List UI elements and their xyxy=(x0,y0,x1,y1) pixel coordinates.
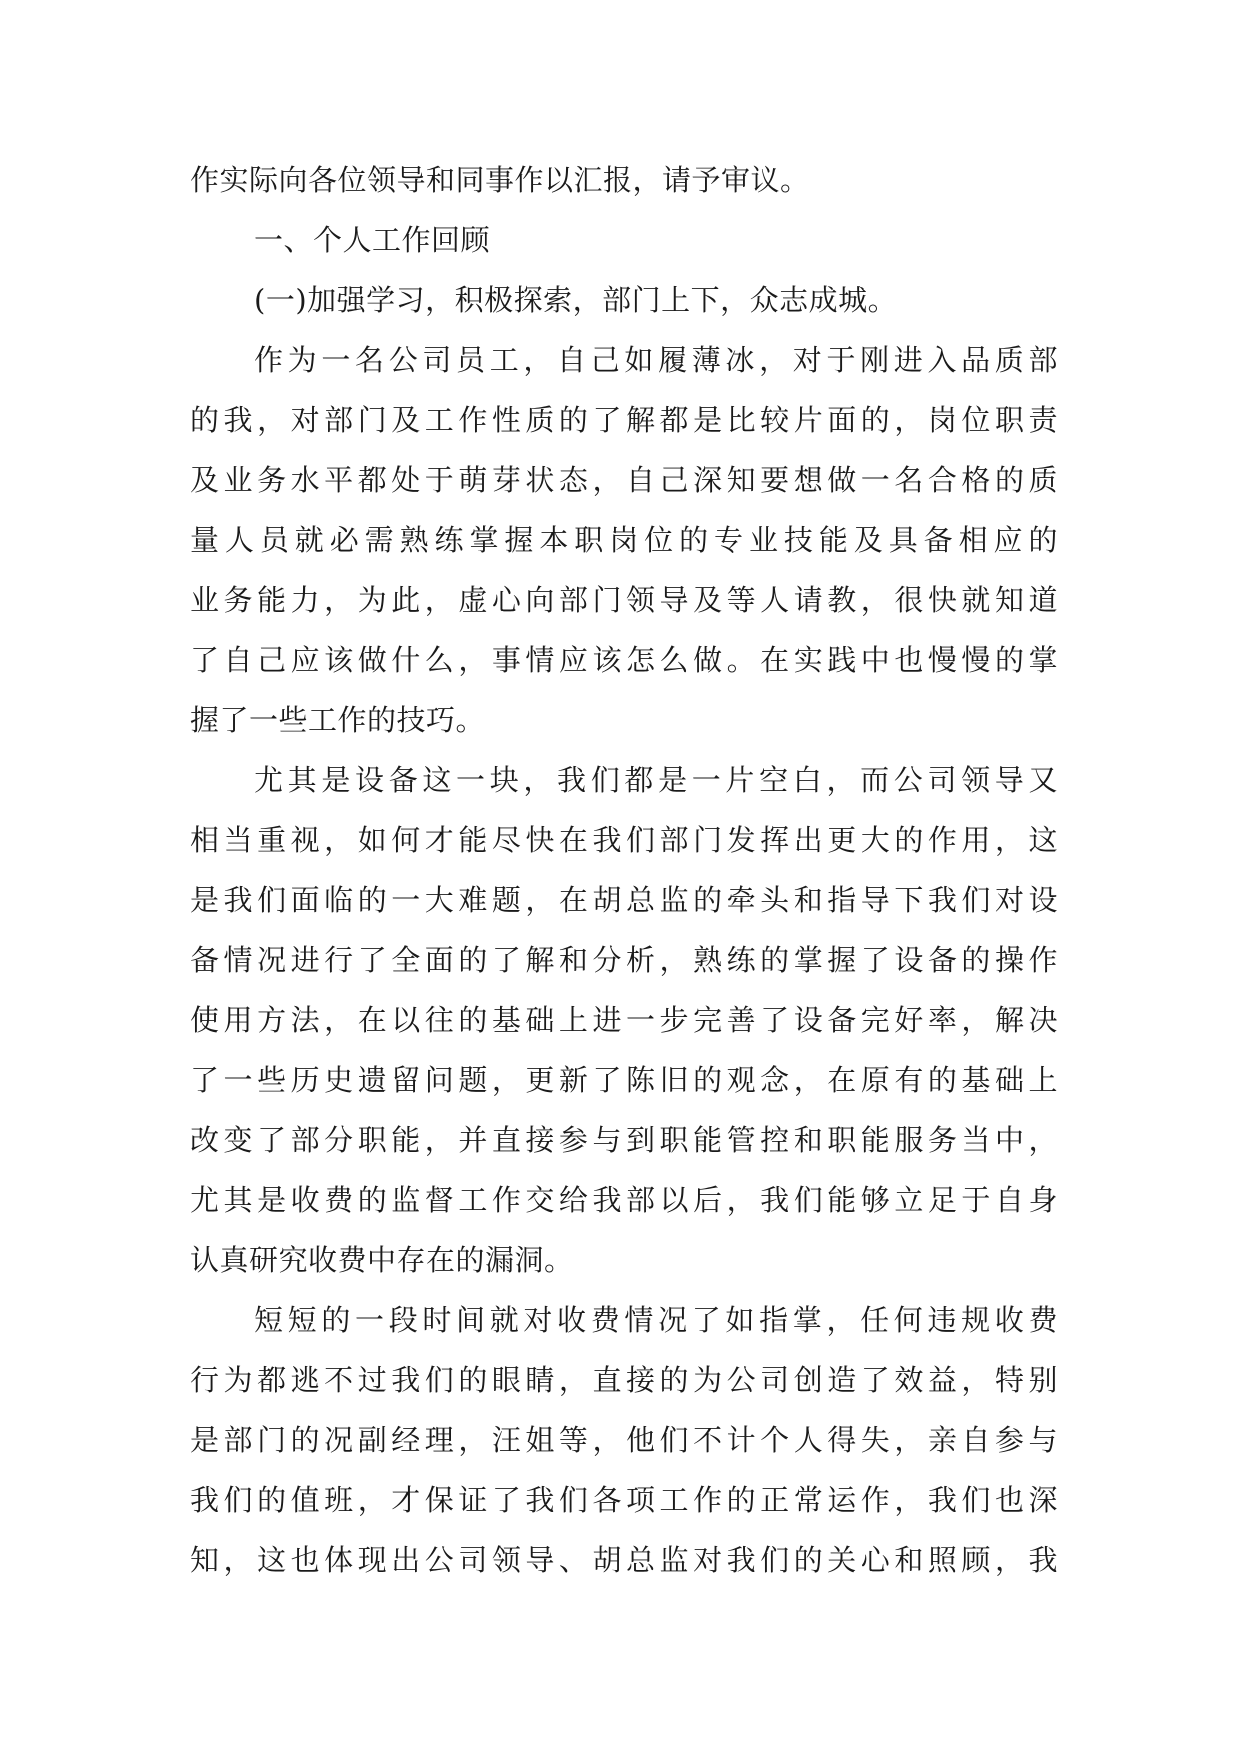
text-line: 尤其是收费的监督工作交给我部以后，我们能够立足于自身 xyxy=(190,1183,1058,1217)
text-line: 我们的值班，才保证了我们各项工作的正常运作，我们也深 xyxy=(190,1483,1058,1517)
text-line: 使用方法，在以往的基础上进一步完善了设备完好率，解决 xyxy=(190,1003,1058,1037)
text-line: 了一些历史遗留问题，更新了陈旧的观念，在原有的基础上 xyxy=(190,1063,1058,1097)
text-line: 作实际向各位领导和同事作以汇报，请予审议。 xyxy=(190,163,810,197)
text-line: 是我们面临的一大难题，在胡总监的牵头和指导下我们对设 xyxy=(190,883,1058,917)
text-line: 是部门的况副经理，汪姐等，他们不计个人得失，亲自参与 xyxy=(190,1423,1058,1457)
text-line: 量人员就必需熟练掌握本职岗位的专业技能及具备相应的 xyxy=(190,523,1058,557)
text-line: 行为都逃不过我们的眼睛，直接的为公司创造了效益，特别 xyxy=(190,1363,1058,1397)
text-line: 尤其是设备这一块，我们都是一片空白，而公司领导又 xyxy=(254,763,1058,797)
text-line: 了自己应该做什么，事情应该怎么做。在实践中也慢慢的掌 xyxy=(190,643,1058,677)
text-line: 业务能力，为此，虚心向部门领导及等人请教，很快就知道 xyxy=(190,583,1058,617)
subsection-heading: (一)加强学习，积极探索，部门上下，众志成城。 xyxy=(254,283,898,317)
text-line: 握了一些工作的技巧。 xyxy=(190,703,486,737)
text-line: 知，这也体现出公司领导、胡总监对我们的关心和照顾，我 xyxy=(190,1543,1058,1577)
text-line: 相当重视，如何才能尽快在我们部门发挥出更大的作用，这 xyxy=(190,823,1058,857)
text-line: 短短的一段时间就对收费情况了如指掌，任何违规收费 xyxy=(254,1303,1058,1337)
text-line: 改变了部分职能，并直接参与到职能管控和职能服务当中， xyxy=(190,1123,1058,1157)
section-heading: 一、个人工作回顾 xyxy=(254,223,491,257)
text-line: 备情况进行了全面的了解和分析，熟练的掌握了设备的操作 xyxy=(190,943,1058,977)
text-line: 及业务水平都处于萌芽状态，自己深知要想做一名合格的质 xyxy=(190,463,1058,497)
document-body xyxy=(190,150,1058,1590)
text-line: 的我，对部门及工作性质的了解都是比较片面的，岗位职责 xyxy=(190,403,1058,437)
text-line: 认真研究收费中存在的漏洞。 xyxy=(190,1243,574,1277)
text-line: 作为一名公司员工，自己如履薄冰，对于刚进入品质部 xyxy=(254,343,1058,377)
